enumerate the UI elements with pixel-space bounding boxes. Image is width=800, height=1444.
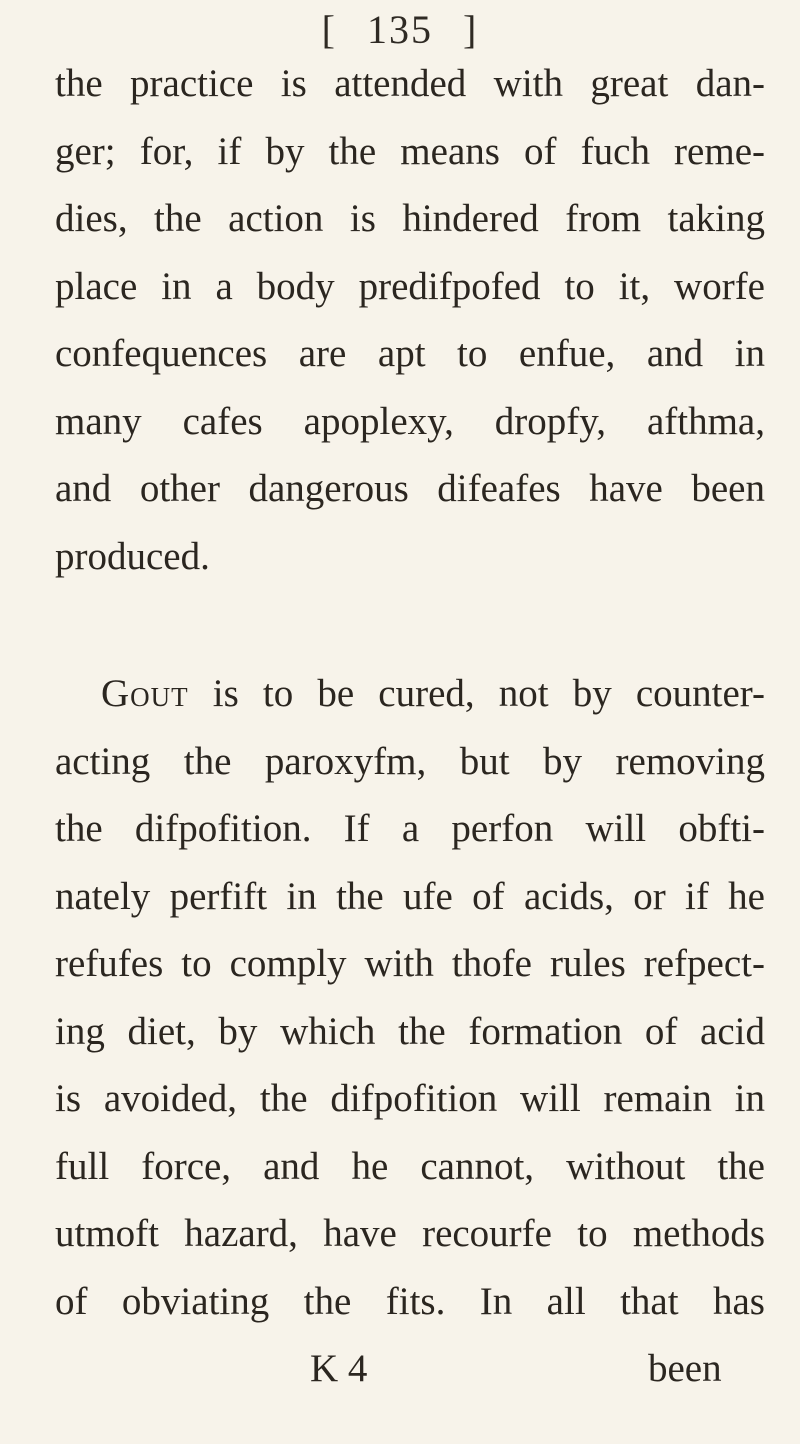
text-line: the difpofition. If a perfon will obfti- — [55, 807, 765, 850]
paragraph-1 — [55, 50, 765, 590]
header-open-bracket: [ — [321, 7, 337, 52]
text-line-first — [55, 660, 765, 728]
text-line: and other dangerous difeafes have been — [55, 467, 765, 510]
text-line: refufes to comply with thofe rules refpect- — [55, 942, 765, 985]
header-close-bracket: ] — [463, 7, 479, 52]
text-line: ing diet, by which the formation of acid — [55, 1009, 765, 1053]
text-line: full force, and he cannot, without the — [55, 1144, 765, 1188]
running-header — [0, 6, 800, 53]
text-line: of obviating the fits. In all that has — [55, 1279, 765, 1323]
text-line: is avoided, the difpofition will remain in — [55, 1077, 765, 1120]
lead-word-small-caps: Gout — [101, 672, 189, 715]
text-line: place in a body predifpofed to it, worfe — [55, 264, 765, 308]
text-line: produced. — [55, 534, 210, 578]
page-footer — [0, 1346, 800, 1396]
text-line: nately perfift in the ufe of acids, or if he — [55, 874, 765, 918]
text-line: confequences are apt to enfue, and in — [55, 332, 765, 375]
page-number: 135 — [367, 7, 433, 52]
text-line: acting the paroxyfm, but by removing — [55, 739, 765, 783]
text-line: the practice is attended with great dan- — [55, 62, 765, 105]
signature-mark: K 4 — [310, 1347, 368, 1390]
text-line: ger; for, if by the means of fuch reme- — [55, 129, 765, 173]
text-line: dies, the action is hindered from taking — [55, 197, 765, 240]
text-line: many cafes apoplexy, dropfy, afthma, — [55, 399, 765, 443]
first-line-rest: is to be cured, not by counter- — [188, 672, 765, 715]
text-line: utmoft hazard, have recourfe to methods — [55, 1212, 765, 1255]
catchword: been — [648, 1347, 722, 1390]
paragraph-2 — [55, 660, 765, 1335]
